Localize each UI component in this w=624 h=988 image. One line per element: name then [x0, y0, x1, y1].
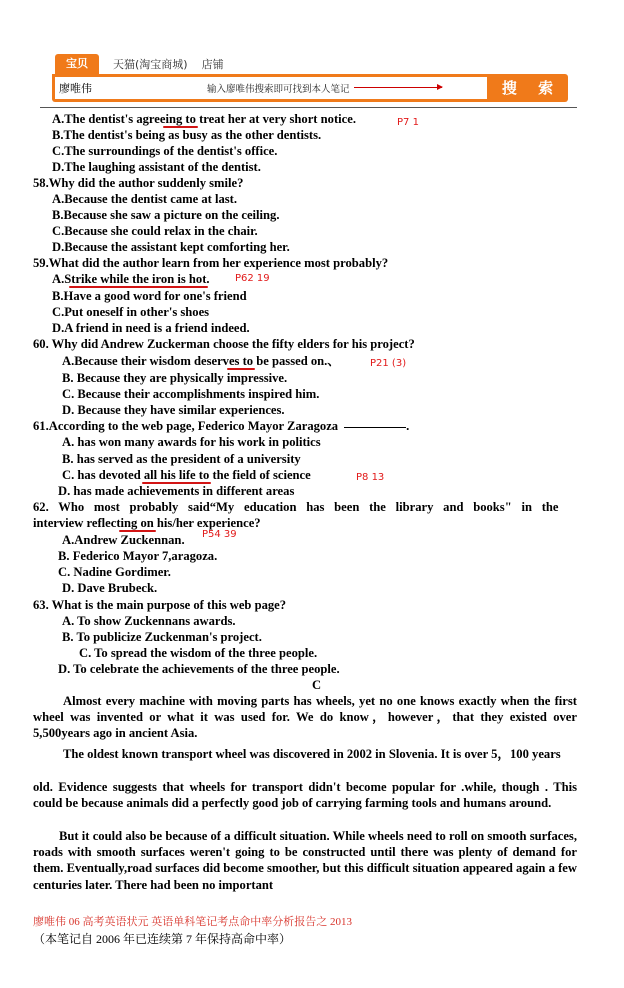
search-bar [52, 74, 568, 102]
section-heading: C [312, 678, 322, 692]
passage-paragraph: old. Evidence suggests that wheels for transport didn't become popular for .while, though . This could be because animals did a perfectly good job of carrying farming tools and humans around. [33, 780, 577, 811]
question-line: 63. What is the main purpose of this web page? [33, 598, 287, 612]
search-input-value: 廖唯伟 [59, 82, 92, 95]
red-underline-mark: ing on [120, 516, 154, 530]
answer-line: B.Because she saw a picture on the ceiling. [52, 208, 280, 222]
answer-line: A. has won many awards for his work in politics [62, 435, 321, 449]
header-divider [40, 107, 577, 108]
question-line: 59.What did the author learn from her experience most probably? [33, 256, 389, 270]
answer-line: B.Have a good word for one's friend [52, 289, 247, 303]
answer-line: C.The surroundings of the dentist's office. [52, 144, 278, 158]
answer-line: C. has devoted all his life to the field of science [62, 468, 311, 482]
search-button[interactable]: 搜 索 [501, 79, 562, 97]
tab-baobei[interactable]: 宝贝 [55, 54, 99, 74]
tab-tmall[interactable]: 天猫(淘宝商城) [113, 58, 188, 71]
question-line: interview reflecting on his/her experience? [33, 516, 261, 530]
question-line: 60. Why did Andrew Zuckerman choose the fifty elders for his project? [33, 337, 415, 351]
answer-line: D.A friend in need is a friend indeed. [52, 321, 250, 335]
question-line: 62. Who most probably said“My education has been the library and books" in the [33, 500, 559, 514]
page-note: P21 (3) [370, 358, 407, 369]
tab-shop[interactable]: 店铺 [201, 58, 224, 71]
arrow-right-icon [354, 87, 442, 88]
search-tabs [55, 54, 224, 74]
answer-line: B. Because they are physically impressive. [62, 371, 288, 385]
answer-line: A.Strike while the iron is hot. [52, 272, 210, 286]
search-input[interactable] [55, 77, 487, 99]
answer-line: A.Andrew Zuckennan. [62, 533, 185, 547]
passage-paragraph: Almost every machine with moving parts has wheels, yet no one knows exactly when the first wheel was invented or what it was used for. We do know，however，that they existed over 5,500years ago in ancient Asia. [33, 694, 577, 741]
red-underline-mark: all his life to [143, 468, 210, 482]
answer-line: D.The laughing assistant of the dentist. [52, 160, 261, 174]
red-underline-mark: es to [228, 354, 254, 368]
page-note: P8 13 [356, 472, 385, 483]
answer-line: D. has made achievements in different areas [58, 484, 295, 498]
answer-line: D.Because the assistant kept comforting her. [52, 240, 290, 254]
footer-title: 廖唯伟 06 高考英语状元 英语单科笔记考点命中率分析报告之 2013 [33, 916, 352, 928]
answer-line: A.The dentist's agreeing to treat her at very short notice. [52, 112, 356, 126]
answer-line: C. To spread the wisdom of the three people. [79, 646, 318, 660]
answer-line: A. To show Zuckennans awards. [62, 614, 236, 628]
answer-line: D. To celebrate the achievements of the three people. [58, 662, 340, 676]
red-underline-mark: trike while the iron is hot [71, 272, 207, 286]
answer-line: C.Put oneself in other's shoes [52, 305, 210, 319]
answer-line: B. To publicize Zuckenman's project. [62, 630, 262, 644]
passage-paragraph: The oldest known transport wheel was discovered in 2002 in Slovenia. It is over 5，100 years [63, 747, 561, 761]
page-note: P62 19 [235, 273, 270, 284]
answer-blank [344, 427, 406, 428]
page-note: P7 1 [397, 117, 419, 128]
answer-line: B.The dentist's being as busy as the other dentists. [52, 128, 322, 142]
answer-line: A.Because the dentist came at last. [52, 192, 238, 206]
answer-line: A.Because their wisdom deserves to be passed on.、 [62, 354, 340, 368]
answer-line: C. Because their accomplishments inspired him. [62, 387, 320, 401]
answer-line: B. Federico Mayor 7,aragoza. [58, 549, 218, 563]
footer-subtitle: （本笔记自 2006 年已连续第 7 年保持高命中率） [33, 932, 292, 946]
answer-line: C. Nadine Gordimer. [58, 565, 171, 579]
answer-line: B. has served as the president of a university [62, 452, 301, 466]
answer-line: C.Because she could relax in the chair. [52, 224, 258, 238]
search-hint: 输入廖唯伟搜索即可找到本人笔记 [207, 84, 350, 95]
page-note: P54 39 [202, 529, 237, 540]
question-line: 58.Why did the author suddenly smile? [33, 176, 244, 190]
answer-line: D. Because they have similar experiences. [62, 403, 285, 417]
passage-paragraph: But it could also be because of a difficult situation. While wheels need to roll on smooth surfaces, roads with smooth surfaces weren't going to be constructed until there was plenty of demand for them. Eventually,road surfaces did become smoother, but this difficult situation appeared again a few centuries later. There had been no important [33, 829, 577, 892]
question-line: 61.According to the web page, Federico Mayor Zaragoza . [33, 419, 410, 433]
answer-line: D. Dave Brubeck. [62, 581, 158, 595]
red-underline-mark: ing to [165, 112, 196, 126]
